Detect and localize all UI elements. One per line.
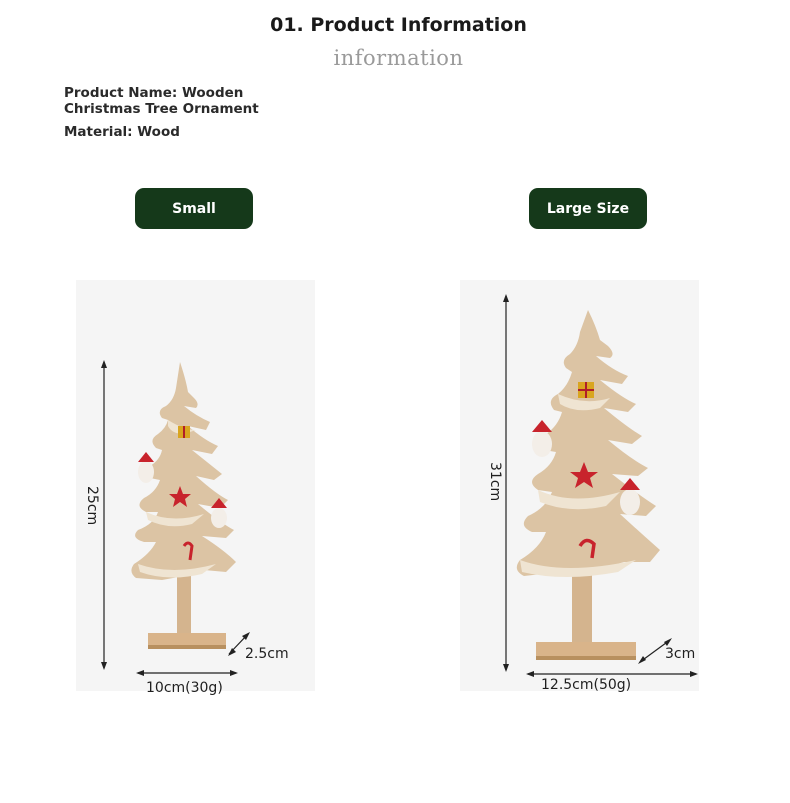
section-title: 01. Product Information xyxy=(270,14,527,36)
large-depth-label: 3cm xyxy=(665,646,696,662)
product-name: Product Name: Wooden Christmas Tree Ornament xyxy=(64,85,259,117)
product-photo-small xyxy=(76,280,315,691)
small-height-label: 25cm xyxy=(84,486,100,526)
small-depth-label: 2.5cm xyxy=(245,646,289,662)
section-subtitle: information xyxy=(333,46,464,70)
large-height-label: 31cm xyxy=(487,462,503,502)
size-label-large: Large Size xyxy=(529,188,647,229)
product-material: Material: Wood xyxy=(64,124,180,140)
tree-illustration-small xyxy=(76,280,315,691)
small-width-weight-label: 10cm(30g) xyxy=(146,680,223,696)
large-width-weight-label: 12.5cm(50g) xyxy=(541,677,632,693)
size-label-small: Small xyxy=(135,188,253,229)
